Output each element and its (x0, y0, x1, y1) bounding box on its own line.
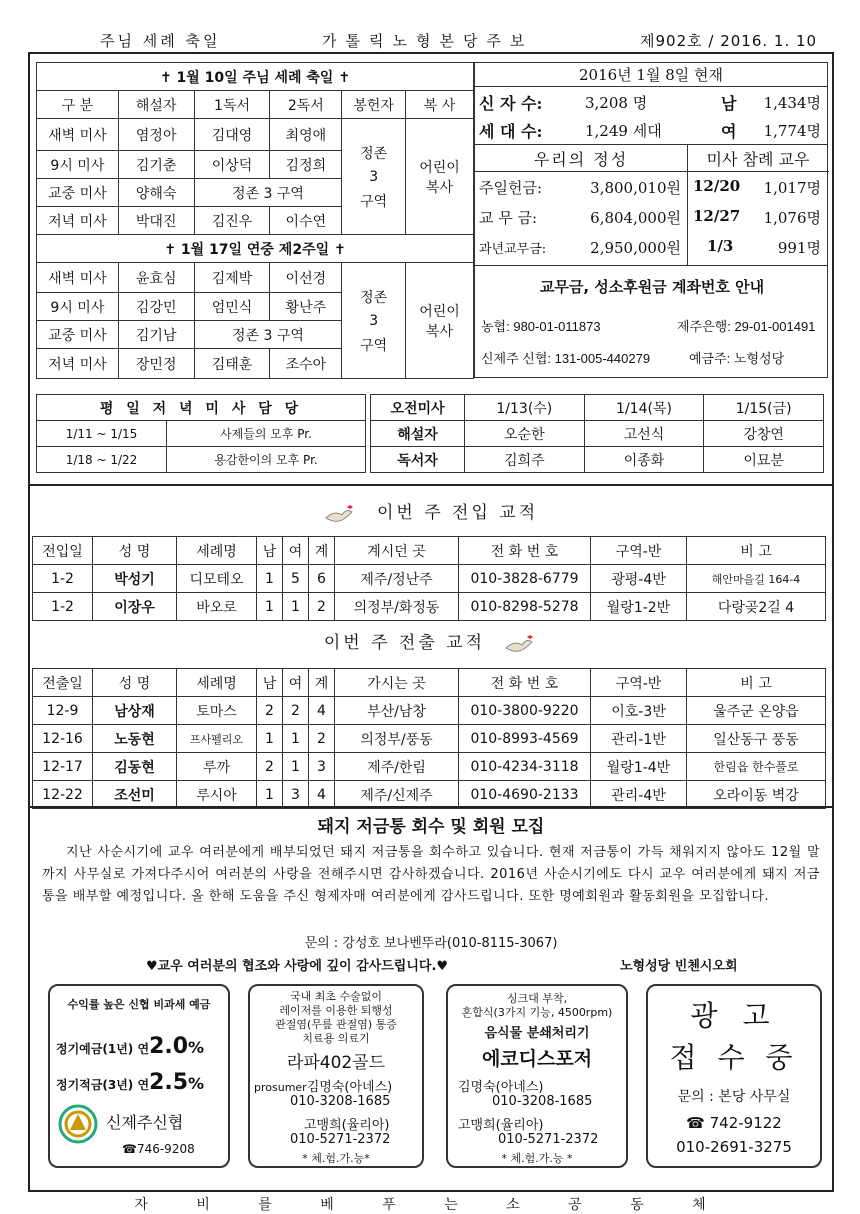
table-cell: 1 (257, 725, 283, 753)
mass-name: 교중 미사 (37, 321, 119, 349)
table-cell: 토마스 (177, 697, 257, 725)
households-count: 1,249 세대 (585, 122, 662, 140)
mass-name: 교중 미사 (37, 179, 119, 207)
table-cell: 이호-3반 (591, 697, 687, 725)
table-cell: 010-4690-2133 (459, 781, 591, 809)
commentator: 윤효심 (118, 263, 194, 293)
table-cell: 제주/정난주 (335, 565, 459, 593)
reader1: 이상덕 (194, 151, 270, 179)
reader1: 김진우 (194, 207, 270, 235)
col-header: 계시던 곳 (335, 537, 459, 565)
col-header: 계 (309, 669, 335, 697)
ad-lamp-note: * 체.험.가.능* (302, 1152, 370, 1165)
ad-bank-headline: 수익률 높은 신협 비과세 예금 (67, 998, 211, 1011)
attend-date: 12/20 (693, 177, 741, 195)
footer-motto: 자 비 를 베 푸 는 소 공 동 체 (134, 1197, 728, 1213)
ad-eco-product: 에코디스포저 (481, 1048, 593, 1070)
attend-count: 1,017명 (763, 179, 821, 197)
commentator: 장민정 (118, 349, 194, 379)
account-info (474, 266, 828, 378)
col-header: 세례명 (177, 669, 257, 697)
mass-name: 새벽 미사 (37, 119, 119, 151)
morning-day: 1/14(목) (584, 395, 704, 421)
divider (28, 484, 834, 486)
week1-title: ✝ 1월 10일 주님 세례 축일 ✝ (37, 63, 474, 91)
transfer-in-table (32, 536, 826, 621)
morning-day: 1/13(수) (465, 395, 585, 421)
reader1: 엄민식 (194, 293, 270, 321)
table-cell: 월랑1-2반 (591, 593, 687, 621)
col-header: 해설자 (118, 91, 194, 119)
table-cell: 4 (309, 697, 335, 725)
feast-name: 주님 세례 축일 (100, 32, 221, 50)
ad-eco-desc: 음식물 분쇄처리기 (484, 1026, 590, 1041)
table-cell: 010-8993-4569 (459, 725, 591, 753)
commentator: 김강민 (118, 293, 194, 321)
morning-name: 고선식 (584, 421, 704, 447)
table-cell: 의정부/풍동 (335, 725, 459, 753)
ad-bank-phone: ☎746-9208 (122, 1142, 195, 1156)
table-cell: 6 (309, 565, 335, 593)
col-header: 여 (283, 537, 309, 565)
col-header: 구 분 (37, 91, 119, 119)
table-cell: 2 (309, 593, 335, 621)
morning-day: 1/15(금) (704, 395, 824, 421)
col-header: 가시는 곳 (335, 669, 459, 697)
commentator: 양해숙 (118, 179, 194, 207)
col-header: 봉헌자 (342, 91, 406, 119)
ad-lamp-rep: 김명숙(아네스) (306, 1080, 393, 1095)
table-cell: 남상재 (93, 697, 177, 725)
reader2: 조수아 (270, 349, 342, 379)
ad-eco-desc: 싱크대 부착, (506, 992, 568, 1005)
ad-lamp-prefix: prosumer (254, 1081, 307, 1094)
offering-title: 우리의 정성 (533, 150, 629, 169)
table-cell: 다랑곶2길 4 (687, 593, 826, 621)
commentator: 김기춘 (118, 151, 194, 179)
col-header: 성 명 (93, 537, 177, 565)
ad-bank-name: 신제주신협 (106, 1113, 184, 1132)
ad-lamp-desc: 레이저를 이용한 퇴행성 (279, 1004, 393, 1017)
table-cell: 12-9 (33, 697, 93, 725)
table-cell: 010-4234-3118 (459, 753, 591, 781)
table-cell: 디모테오 (177, 565, 257, 593)
ad-bank-rate: 2.5 (149, 1070, 189, 1095)
col-header: 여 (283, 669, 309, 697)
bulletin-title: 가톨릭노형본당주보 (322, 32, 534, 50)
week2-title: ✝ 1월 17일 연중 제2주일 ✝ (37, 235, 474, 263)
ad-credit-union (48, 984, 230, 1168)
table-cell: 박성기 (93, 565, 177, 593)
table-cell: 010-3800-9220 (459, 697, 591, 725)
account-title: 교무금, 성소후원금 계좌번호 안내 (539, 278, 765, 296)
table-cell: 4 (309, 781, 335, 809)
transfer-in-heading (28, 498, 834, 526)
ad-eco-desc: 혼합식(3가지 기능, 4500rpm) (461, 1006, 613, 1019)
table-row (33, 697, 826, 725)
table-cell: 프사펠리오 (177, 725, 257, 753)
attend-count: 991명 (777, 239, 821, 257)
table-cell: 010-3828-6779 (459, 565, 591, 593)
server-cell: 어린이 복사 (406, 119, 474, 235)
notice-contact: 문의 : 강성호 보나벤뚜라(010-8115-3067) (304, 936, 558, 951)
notice-title: 돼지 저금통 회수 및 회원 모집 (317, 817, 545, 837)
ad-bank-pct: % (188, 1038, 205, 1057)
attend-date: 1/3 (707, 237, 734, 255)
account-line: 예금주: 노형성당 (689, 351, 785, 366)
table-cell: 2 (257, 697, 283, 725)
table-row (33, 725, 826, 753)
ad-eco-note: * 체.험.가.능 * (501, 1152, 573, 1165)
table-cell: 오라이동 벽강 (687, 781, 826, 809)
morning-role: 해설자 (371, 421, 465, 447)
mass-name: 새벽 미사 (37, 263, 119, 293)
commentator: 김기남 (118, 321, 194, 349)
reader1: 김제박 (194, 263, 270, 293)
notice-org: 노형성당 빈첸시오회 (620, 959, 738, 974)
reader2: 김정희 (270, 151, 342, 179)
ad-space-title: 접 수 중 (669, 1041, 799, 1074)
households-label: 세 대 수: (479, 122, 543, 141)
reader1: 김대영 (194, 119, 270, 151)
parish-stats (474, 62, 828, 266)
stats-date: 2016년 1월 8일 현재 (475, 63, 827, 87)
reader1: 김태훈 (194, 349, 270, 379)
col-header: 남 (257, 669, 283, 697)
attend-title: 미사 참례 교우 (706, 150, 810, 169)
offering-value: 6,804,000원 (590, 209, 681, 227)
table-cell: 5 (283, 565, 309, 593)
offering-value: 2,950,000원 (590, 239, 681, 257)
table-cell: 010-8298-5278 (459, 593, 591, 621)
table-cell: 12-16 (33, 725, 93, 753)
male-count: 1,434명 (763, 94, 821, 112)
table-cell: 12-17 (33, 753, 93, 781)
dove-icon (504, 632, 538, 656)
ad-bank-deposit: 정기예금(1년) 연 (56, 1042, 150, 1056)
table-row (33, 781, 826, 809)
mass-name: 저녁 미사 (37, 207, 119, 235)
ad-eco-rep2: 고맹희(율리아) (458, 1118, 544, 1133)
mass-name: 9시 미사 (37, 293, 119, 321)
table-cell: 1-2 (33, 593, 93, 621)
weekday-group: 사제들의 모후 Pr. (167, 421, 366, 447)
morning-role: 독서자 (371, 447, 465, 473)
ad-space-title: 광 고 (690, 999, 778, 1032)
col-header: 전 화 번 호 (459, 537, 591, 565)
dove-icon (324, 502, 358, 526)
reader2: 황난주 (270, 293, 342, 321)
col-header: 전출일 (33, 669, 93, 697)
col-header: 세례명 (177, 537, 257, 565)
col-header: 비 고 (687, 537, 826, 565)
reader2: 이선경 (270, 263, 342, 293)
readers-group: 정존 3 구역 (194, 179, 342, 207)
liturgy-schedule (36, 62, 474, 379)
table-cell: 루까 (177, 753, 257, 781)
table-cell: 의정부/화정동 (335, 593, 459, 621)
morning-name: 오순한 (465, 421, 585, 447)
weekday-period: 1/11 ~ 1/15 (37, 421, 167, 447)
morning-name: 김희주 (465, 447, 585, 473)
table-cell: 부산/남창 (335, 697, 459, 725)
ad-lamp-rep2: 고맹희(율리아) (304, 1118, 390, 1133)
ad-bank-savings: 정기적금(3년) 연 (56, 1078, 150, 1092)
account-line: 제주은행: 29-01-001491 (677, 319, 816, 334)
table-cell: 관리-1반 (591, 725, 687, 753)
table-cell: 울주군 온양읍 (687, 697, 826, 725)
offering-label: 과년교무금: (479, 242, 547, 257)
table-cell: 2 (309, 725, 335, 753)
ad-space-phone: 010-2691-3275 (676, 1138, 792, 1156)
issue-number: 제902호 / 2016. 1. 10 (640, 32, 818, 50)
table-cell: 1 (257, 565, 283, 593)
weekday-mass-table (36, 394, 366, 473)
ad-eco-rep: 김명숙(아네스) (458, 1080, 544, 1095)
col-header: 구역-반 (591, 537, 687, 565)
morning-name: 이묘분 (704, 447, 824, 473)
account-line: 농협: 980-01-011873 (481, 319, 601, 334)
table-cell: 노동현 (93, 725, 177, 753)
table-cell: 3 (283, 781, 309, 809)
col-header: 전입일 (33, 537, 93, 565)
table-cell: 3 (309, 753, 335, 781)
commentator: 박대진 (118, 207, 194, 235)
table-cell: 한림읍 한수풀로 (687, 753, 826, 781)
ad-space-phone: ☎ 742-9122 (686, 1114, 782, 1132)
ad-medical-device (248, 984, 424, 1168)
table-cell: 루시아 (177, 781, 257, 809)
table-row (33, 565, 826, 593)
offering-label: 주일헌금: (479, 179, 543, 197)
transfer-out-table (32, 668, 826, 809)
table-cell: 김동현 (93, 753, 177, 781)
ad-lamp-desc: 관절염(무릎 관절염) 통증 (275, 1018, 397, 1031)
morning-name: 강창연 (704, 421, 824, 447)
ad-lamp-desc: 국내 최초 수술없이 (289, 990, 382, 1003)
credit-union-logo-icon (58, 1104, 98, 1144)
ad-lamp-phone: 010-3208-1685 (290, 1094, 391, 1109)
table-cell: 제주/신제주 (335, 781, 459, 809)
table-cell: 2 (283, 697, 309, 725)
ad-space (646, 984, 822, 1168)
ad-food-disposer (446, 984, 628, 1168)
believers-count: 3,208 명 (585, 94, 648, 112)
weekday-title: 평 일 저 녁 미 사 담 당 (37, 395, 366, 421)
col-header: 2독서 (270, 91, 342, 119)
attend-date: 12/27 (693, 207, 741, 225)
mass-name: 저녁 미사 (37, 349, 119, 379)
reader2: 이수연 (270, 207, 342, 235)
male-label: 남 (721, 94, 737, 113)
table-cell: 2 (257, 753, 283, 781)
attend-count: 1,076명 (763, 209, 821, 227)
morning-mass-table (370, 394, 824, 473)
ad-space-inquiry: 문의 : 본당 사무실 (677, 1089, 791, 1105)
col-header: 구역-반 (591, 669, 687, 697)
transfer-out-title: 이번 주 전출 교적 (323, 633, 486, 653)
notice-body: 지난 사순시기에 교우 여러분에게 배부되었던 돼지 저금통을 회수하고 있습니다. 현재 저금통이 가득 채워지지 않아도 12월 말까지 사무실로 가져다주시어 여러분의 사랑을 전해주시면 감사하겠습니다. 2016년 사순시기에도 다시 교우 여러분에게 돼지 저금통을 배부할 예정입니다. 올 한해 도움을 주신 형제자매 여러분에게 감사드립니다. 또한 명예회원과 활동회원을 모집합니다. (42, 845, 820, 904)
morning-title: 오전미사 (371, 395, 465, 421)
ad-eco-phone: 010-5271-2372 (498, 1132, 599, 1147)
table-cell: 1 (283, 593, 309, 621)
mass-name: 9시 미사 (37, 151, 119, 179)
table-cell: 이장우 (93, 593, 177, 621)
ad-eco-phone: 010-3208-1685 (492, 1094, 593, 1109)
offering-label: 교 무 금: (479, 209, 538, 227)
ad-bank-rate: 2.0 (149, 1034, 189, 1059)
female-count: 1,774명 (763, 122, 821, 140)
readers-group: 정존 3 구역 (194, 321, 342, 349)
table-cell: 일산동구 풍동 (687, 725, 826, 753)
table-cell: 1-2 (33, 565, 93, 593)
account-line: 신제주 신협: 131-005-440279 (481, 351, 651, 366)
table-cell: 해안마을길 164-4 (687, 565, 826, 593)
reader2: 최영애 (270, 119, 342, 151)
table-cell: 1 (257, 593, 283, 621)
table-cell: 바오로 (177, 593, 257, 621)
table-row (33, 593, 826, 621)
ad-lamp-desc: 치료용 의료기 (302, 1032, 370, 1045)
table-cell: 조선미 (93, 781, 177, 809)
commentator: 염정아 (118, 119, 194, 151)
col-header: 비 고 (687, 669, 826, 697)
server-cell: 어린이 복사 (406, 263, 474, 379)
table-cell: 월랑1-4반 (591, 753, 687, 781)
table-cell: 12-22 (33, 781, 93, 809)
ad-bank-pct: % (188, 1074, 205, 1093)
believers-label: 신 자 수: (479, 94, 543, 113)
table-cell: 1 (257, 781, 283, 809)
col-header: 전 화 번 호 (459, 669, 591, 697)
ad-lamp-product: 라파402골드 (286, 1053, 386, 1073)
divider (28, 806, 834, 808)
transfer-out-heading (28, 628, 834, 656)
table-cell: 1 (283, 753, 309, 781)
transfer-in-title: 이번 주 전입 교적 (376, 503, 539, 523)
col-header: 남 (257, 537, 283, 565)
table-cell: 광평-4반 (591, 565, 687, 593)
col-header: 복 사 (406, 91, 474, 119)
weekday-group: 용감한이의 모후 Pr. (167, 447, 366, 473)
notice-thanks: ♥교우 여러분의 협조와 사랑에 깊이 감사드립니다.♥ (146, 959, 449, 974)
female-label: 여 (721, 122, 737, 141)
weekday-period: 1/18 ~ 1/22 (37, 447, 167, 473)
offerer-cell: 정존 3 구역 (342, 119, 406, 235)
col-header: 계 (309, 537, 335, 565)
table-cell: 1 (283, 725, 309, 753)
offering-value: 3,800,010원 (590, 179, 681, 197)
col-header: 성 명 (93, 669, 177, 697)
table-cell: 관리-4반 (591, 781, 687, 809)
table-cell: 제주/한림 (335, 753, 459, 781)
morning-name: 이종화 (584, 447, 704, 473)
table-row (33, 753, 826, 781)
col-header: 1독서 (194, 91, 270, 119)
offerer-cell: 정존 3 구역 (342, 263, 406, 379)
ad-lamp-phone: 010-5271-2372 (290, 1132, 391, 1147)
